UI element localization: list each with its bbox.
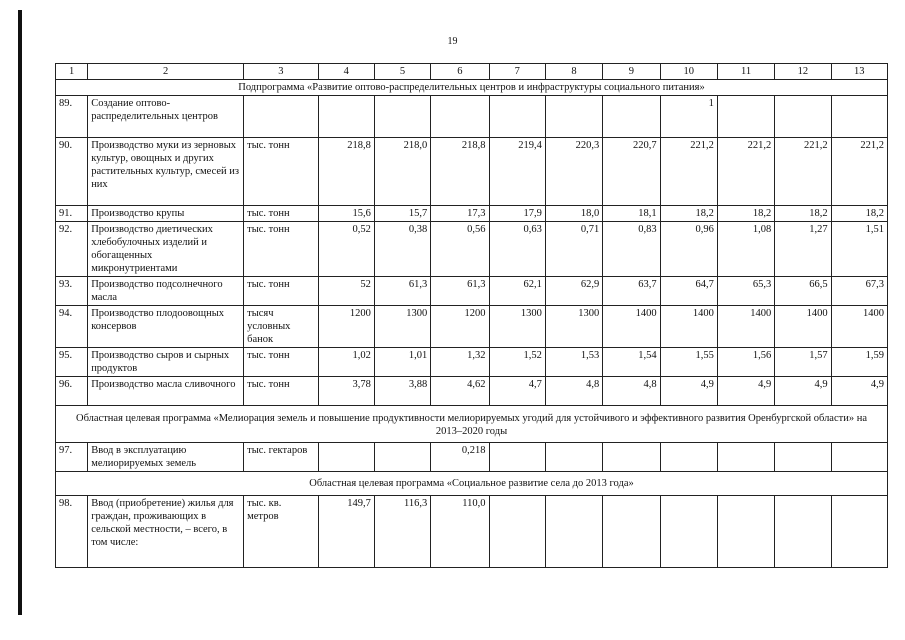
- value-cell: 220,3: [545, 138, 602, 206]
- value-cell: 218,8: [318, 138, 374, 206]
- value-cell: [545, 443, 602, 472]
- value-cell: [775, 443, 831, 472]
- value-cell: [603, 496, 660, 568]
- table-row: [56, 496, 888, 568]
- table-row: [56, 138, 888, 206]
- value-cell: 4,62: [431, 377, 489, 406]
- table-row: [56, 348, 888, 377]
- value-cell: 0,38: [374, 222, 430, 277]
- unit-cell: тысяч условных банок: [244, 306, 318, 348]
- value-cell: 3,88: [374, 377, 430, 406]
- value-cell: [717, 443, 774, 472]
- value-cell: 15,7: [374, 206, 430, 222]
- value-cell: 1200: [318, 306, 374, 348]
- value-cell: [318, 96, 374, 138]
- indicator-name: Производство крупы: [88, 206, 244, 222]
- column-header: 4: [318, 64, 374, 80]
- section-title: Областная целевая программа «Мелиорация земель и повышение продуктивности мелиорируемых угодий для устойчивого и эффективного развития Оренбургской области» на 2013–2020 годы: [56, 406, 888, 443]
- indicator-name: Производство муки из зерновых культур, овощных и других растительных культур, смесей из них: [88, 138, 244, 206]
- value-cell: [489, 443, 545, 472]
- value-cell: [603, 443, 660, 472]
- value-cell: 18,2: [717, 206, 774, 222]
- page-number: 19: [447, 36, 458, 47]
- indicator-name: Ввод (приобретение) жилья для граждан, проживающих в сельской местности, – всего, в том числе:: [88, 496, 244, 568]
- row-number: 96.: [56, 377, 88, 406]
- unit-cell: тыс. гектаров: [244, 443, 318, 472]
- value-cell: 66,5: [775, 277, 831, 306]
- value-cell: 63,7: [603, 277, 660, 306]
- value-cell: 62,1: [489, 277, 545, 306]
- value-cell: 1400: [660, 306, 717, 348]
- table-row: [56, 443, 888, 472]
- value-cell: 65,3: [717, 277, 774, 306]
- indicator-name: Производство сыров и сырных продуктов: [88, 348, 244, 377]
- value-cell: 1,53: [545, 348, 602, 377]
- value-cell: 1400: [775, 306, 831, 348]
- value-cell: [717, 96, 774, 138]
- unit-cell: тыс. тонн: [244, 377, 318, 406]
- table-row: [56, 222, 888, 277]
- value-cell: [603, 96, 660, 138]
- column-header: 2: [88, 64, 244, 80]
- value-cell: 4,9: [831, 377, 887, 406]
- row-number: 90.: [56, 138, 88, 206]
- column-header: 10: [660, 64, 717, 80]
- value-cell: 17,9: [489, 206, 545, 222]
- value-cell: [775, 496, 831, 568]
- value-cell: 4,8: [545, 377, 602, 406]
- value-cell: 1300: [374, 306, 430, 348]
- value-cell: 116,3: [374, 496, 430, 568]
- table-row: [56, 206, 888, 222]
- column-header: 7: [489, 64, 545, 80]
- value-cell: 18,1: [603, 206, 660, 222]
- section-row: [56, 472, 888, 496]
- value-cell: 4,8: [603, 377, 660, 406]
- indicator-name: Производство диетических хлебобулочных изделий и обогащенных микронутриентами: [88, 222, 244, 277]
- value-cell: [831, 443, 887, 472]
- value-cell: 62,9: [545, 277, 602, 306]
- value-cell: 52: [318, 277, 374, 306]
- column-header: 6: [431, 64, 489, 80]
- value-cell: 3,78: [318, 377, 374, 406]
- value-cell: 4,7: [489, 377, 545, 406]
- column-header: 12: [775, 64, 831, 80]
- indicator-name: Производство масла сливочного: [88, 377, 244, 406]
- column-header: 13: [831, 64, 887, 80]
- indicator-name: Производство плодоовощных консервов: [88, 306, 244, 348]
- column-header: 1: [56, 64, 88, 80]
- value-cell: [660, 496, 717, 568]
- value-cell: 1,27: [775, 222, 831, 277]
- row-number: 94.: [56, 306, 88, 348]
- column-header: 11: [717, 64, 774, 80]
- table-row: [56, 377, 888, 406]
- value-cell: 1400: [603, 306, 660, 348]
- value-cell: 0,96: [660, 222, 717, 277]
- value-cell: 4,9: [717, 377, 774, 406]
- indicator-name: Производство подсолнечного масла: [88, 277, 244, 306]
- value-cell: [775, 96, 831, 138]
- value-cell: 218,0: [374, 138, 430, 206]
- value-cell: 221,2: [831, 138, 887, 206]
- value-cell: 218,8: [431, 138, 489, 206]
- value-cell: [831, 96, 887, 138]
- value-cell: 17,3: [431, 206, 489, 222]
- indicator-name: Создание оптово-распределительных центров: [88, 96, 244, 138]
- value-cell: 1: [660, 96, 717, 138]
- row-number: 93.: [56, 277, 88, 306]
- value-cell: 1300: [545, 306, 602, 348]
- value-cell: [545, 496, 602, 568]
- unit-cell: тыс. кв. метров: [244, 496, 318, 568]
- value-cell: 149,7: [318, 496, 374, 568]
- row-number: 97.: [56, 443, 88, 472]
- unit-cell: [244, 96, 318, 138]
- unit-cell: тыс. тонн: [244, 138, 318, 206]
- value-cell: [831, 496, 887, 568]
- value-cell: 61,3: [431, 277, 489, 306]
- row-number: 91.: [56, 206, 88, 222]
- table-row: [56, 306, 888, 348]
- value-cell: 1400: [717, 306, 774, 348]
- unit-cell: тыс. тонн: [244, 348, 318, 377]
- value-cell: 1,56: [717, 348, 774, 377]
- value-cell: 4,9: [775, 377, 831, 406]
- section-title: Подпрограмма «Развитие оптово-распределительных центров и инфраструктуры социального питания»: [56, 80, 888, 96]
- table-row: [56, 277, 888, 306]
- value-cell: [660, 443, 717, 472]
- value-cell: 18,2: [660, 206, 717, 222]
- row-number: 95.: [56, 348, 88, 377]
- value-cell: 67,3: [831, 277, 887, 306]
- value-cell: [374, 96, 430, 138]
- value-cell: 1,55: [660, 348, 717, 377]
- value-cell: 1,54: [603, 348, 660, 377]
- value-cell: 0,71: [545, 222, 602, 277]
- value-cell: 1,57: [775, 348, 831, 377]
- left-margin-bar: [18, 10, 22, 615]
- unit-cell: тыс. тонн: [244, 222, 318, 277]
- indicator-name: Ввод в эксплуатацию мелиорируемых земель: [88, 443, 244, 472]
- value-cell: 1,32: [431, 348, 489, 377]
- value-cell: 4,9: [660, 377, 717, 406]
- value-cell: 0,52: [318, 222, 374, 277]
- value-cell: 1,01: [374, 348, 430, 377]
- value-cell: 0,63: [489, 222, 545, 277]
- value-cell: 1,59: [831, 348, 887, 377]
- value-cell: [545, 96, 602, 138]
- value-cell: [318, 443, 374, 472]
- value-cell: [717, 496, 774, 568]
- value-cell: 1400: [831, 306, 887, 348]
- value-cell: 110,0: [431, 496, 489, 568]
- value-cell: 221,2: [717, 138, 774, 206]
- column-number-row: [56, 64, 888, 80]
- section-row: [56, 80, 888, 96]
- column-header: 9: [603, 64, 660, 80]
- column-header: 8: [545, 64, 602, 80]
- value-cell: 18,2: [775, 206, 831, 222]
- value-cell: 1,02: [318, 348, 374, 377]
- value-cell: 0,56: [431, 222, 489, 277]
- value-cell: 18,0: [545, 206, 602, 222]
- section-title: Областная целевая программа «Социальное развитие села до 2013 года»: [56, 472, 888, 496]
- value-cell: [431, 96, 489, 138]
- value-cell: 219,4: [489, 138, 545, 206]
- value-cell: 0,218: [431, 443, 489, 472]
- row-number: 92.: [56, 222, 88, 277]
- section-row: [56, 406, 888, 443]
- value-cell: 1,52: [489, 348, 545, 377]
- column-header: 5: [374, 64, 430, 80]
- value-cell: 220,7: [603, 138, 660, 206]
- indicators-table: [55, 63, 888, 568]
- value-cell: [489, 96, 545, 138]
- value-cell: 18,2: [831, 206, 887, 222]
- unit-cell: тыс. тонн: [244, 277, 318, 306]
- value-cell: 61,3: [374, 277, 430, 306]
- value-cell: 1,08: [717, 222, 774, 277]
- value-cell: 1,51: [831, 222, 887, 277]
- value-cell: 221,2: [660, 138, 717, 206]
- value-cell: 64,7: [660, 277, 717, 306]
- value-cell: 1300: [489, 306, 545, 348]
- unit-cell: тыс. тонн: [244, 206, 318, 222]
- value-cell: [374, 443, 430, 472]
- column-header: 3: [244, 64, 318, 80]
- value-cell: 15,6: [318, 206, 374, 222]
- value-cell: 0,83: [603, 222, 660, 277]
- value-cell: 1200: [431, 306, 489, 348]
- table-row: [56, 96, 888, 138]
- row-number: 98.: [56, 496, 88, 568]
- row-number: 89.: [56, 96, 88, 138]
- value-cell: 221,2: [775, 138, 831, 206]
- value-cell: [489, 496, 545, 568]
